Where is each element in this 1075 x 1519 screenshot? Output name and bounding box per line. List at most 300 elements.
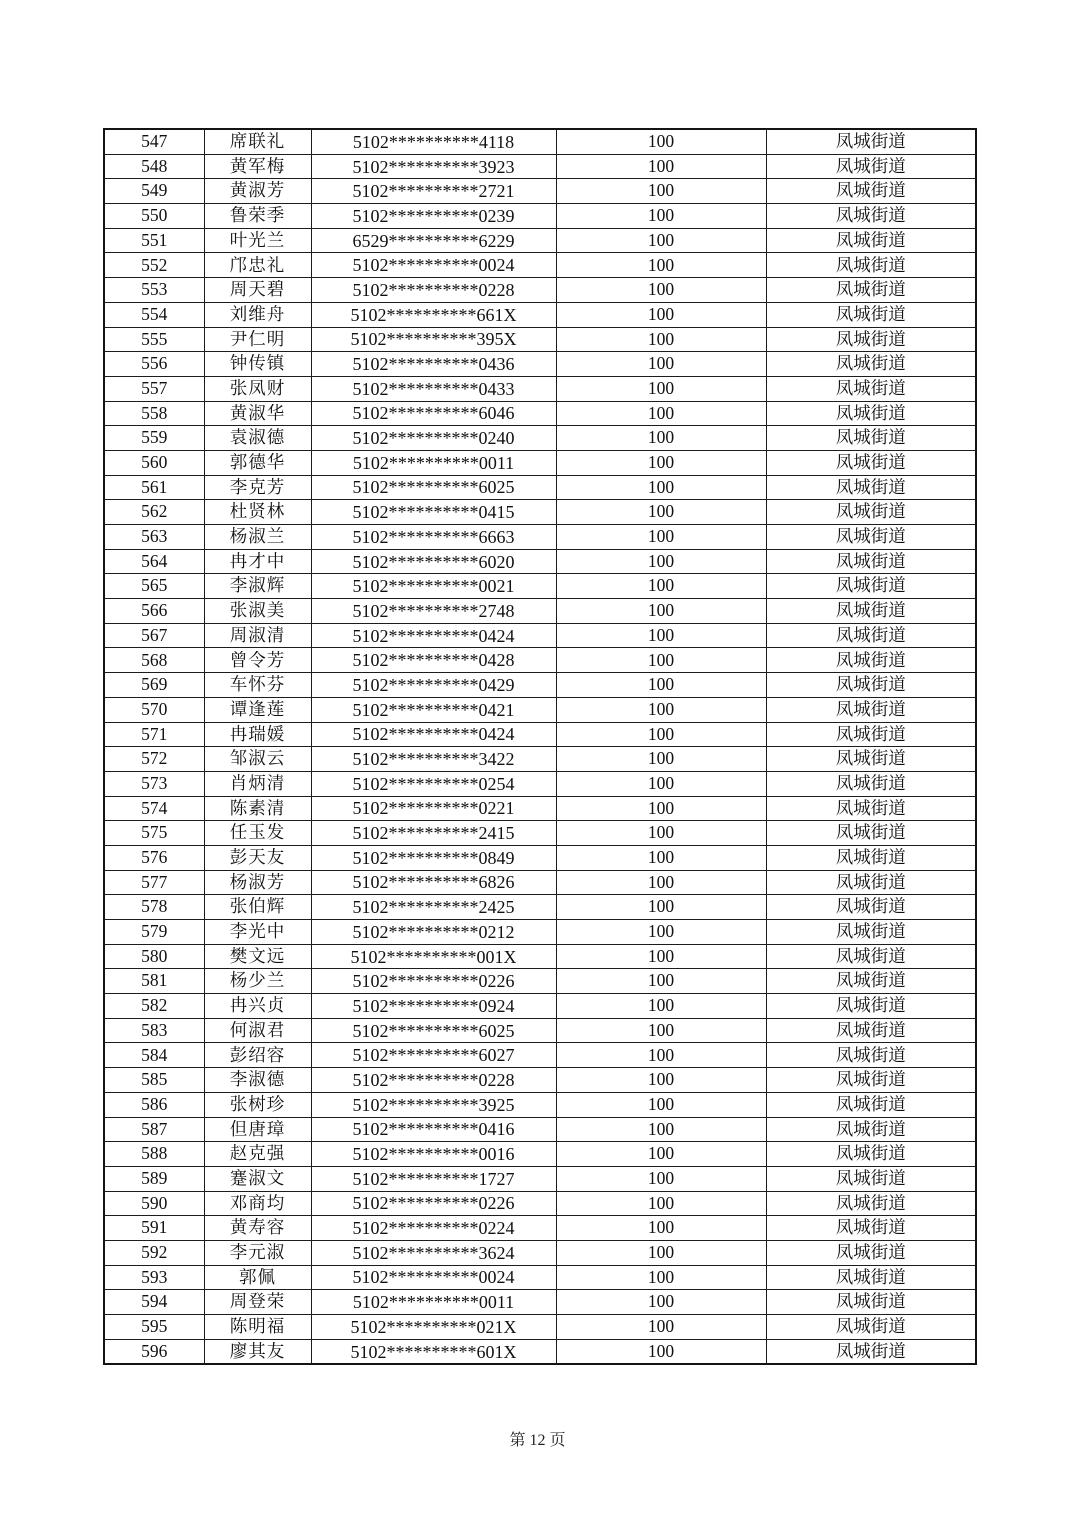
cell-id-number: 5102**********3624	[311, 1240, 556, 1265]
cell-district: 凤城街道	[766, 796, 976, 821]
table-row	[104, 376, 976, 401]
cell-serial: 571	[104, 722, 204, 747]
cell-amount: 100	[556, 870, 766, 895]
cell-district: 凤城街道	[766, 771, 976, 796]
cell-name: 冉瑞媛	[204, 722, 311, 747]
cell-district: 凤城街道	[766, 278, 976, 303]
cell-name: 袁淑德	[204, 426, 311, 451]
table-row	[104, 796, 976, 821]
cell-name: 张树珍	[204, 1092, 311, 1117]
cell-serial: 559	[104, 426, 204, 451]
cell-district: 凤城街道	[766, 1191, 976, 1216]
cell-name: 杨淑芳	[204, 870, 311, 895]
cell-amount: 100	[556, 253, 766, 278]
cell-amount: 100	[556, 599, 766, 624]
cell-amount: 100	[556, 1290, 766, 1315]
cell-district: 凤城街道	[766, 994, 976, 1019]
cell-name: 周天碧	[204, 278, 311, 303]
table-row	[104, 302, 976, 327]
table-row	[104, 920, 976, 945]
table-row	[104, 648, 976, 673]
cell-serial: 547	[104, 129, 204, 154]
cell-serial: 554	[104, 302, 204, 327]
cell-id-number: 5102**********6025	[311, 475, 556, 500]
cell-name: 杨淑兰	[204, 525, 311, 550]
table-row	[104, 253, 976, 278]
cell-name: 彭绍容	[204, 1043, 311, 1068]
cell-serial: 550	[104, 204, 204, 229]
cell-district: 凤城街道	[766, 1240, 976, 1265]
cell-amount: 100	[556, 944, 766, 969]
cell-serial: 570	[104, 697, 204, 722]
cell-id-number: 5102**********0924	[311, 994, 556, 1019]
cell-serial: 552	[104, 253, 204, 278]
cell-amount: 100	[556, 1315, 766, 1340]
cell-district: 凤城街道	[766, 648, 976, 673]
cell-serial: 560	[104, 450, 204, 475]
cell-name: 李元淑	[204, 1240, 311, 1265]
cell-serial: 596	[104, 1339, 204, 1364]
cell-district: 凤城街道	[766, 969, 976, 994]
cell-amount: 100	[556, 845, 766, 870]
cell-id-number: 5102**********0226	[311, 969, 556, 994]
cell-district: 凤城街道	[766, 944, 976, 969]
cell-district: 凤城街道	[766, 525, 976, 550]
cell-id-number: 5102**********395X	[311, 327, 556, 352]
cell-serial: 578	[104, 895, 204, 920]
cell-district: 凤城街道	[766, 1265, 976, 1290]
cell-amount: 100	[556, 525, 766, 550]
cell-id-number: 5102**********6046	[311, 401, 556, 426]
table-row	[104, 525, 976, 550]
cell-id-number: 6529**********6229	[311, 228, 556, 253]
table-row	[104, 549, 976, 574]
table-row	[104, 747, 976, 772]
cell-id-number: 5102**********021X	[311, 1315, 556, 1340]
cell-district: 凤城街道	[766, 722, 976, 747]
table-row	[104, 1240, 976, 1265]
cell-serial: 557	[104, 376, 204, 401]
cell-serial: 553	[104, 278, 204, 303]
cell-id-number: 5102**********4118	[311, 129, 556, 154]
cell-amount: 100	[556, 1240, 766, 1265]
cell-serial: 582	[104, 994, 204, 1019]
cell-name: 邓商均	[204, 1191, 311, 1216]
cell-district: 凤城街道	[766, 204, 976, 229]
table-row	[104, 1142, 976, 1167]
cell-district: 凤城街道	[766, 154, 976, 179]
table-row	[104, 352, 976, 377]
table-row	[104, 969, 976, 994]
cell-serial: 579	[104, 920, 204, 945]
cell-amount: 100	[556, 1142, 766, 1167]
cell-id-number: 5102**********3925	[311, 1092, 556, 1117]
cell-amount: 100	[556, 500, 766, 525]
cell-id-number: 5102**********0424	[311, 623, 556, 648]
cell-name: 冉才中	[204, 549, 311, 574]
table-row	[104, 228, 976, 253]
cell-serial: 549	[104, 179, 204, 204]
table-row	[104, 1092, 976, 1117]
cell-id-number: 5102**********6020	[311, 549, 556, 574]
table-row	[104, 1216, 976, 1241]
cell-name: 蹇淑文	[204, 1166, 311, 1191]
cell-amount: 100	[556, 352, 766, 377]
cell-amount: 100	[556, 278, 766, 303]
cell-name: 尹仁明	[204, 327, 311, 352]
cell-amount: 100	[556, 401, 766, 426]
cell-amount: 100	[556, 574, 766, 599]
cell-serial: 574	[104, 796, 204, 821]
table-row	[104, 1166, 976, 1191]
cell-district: 凤城街道	[766, 1339, 976, 1364]
cell-amount: 100	[556, 1265, 766, 1290]
cell-name: 郭佩	[204, 1265, 311, 1290]
cell-id-number: 5102**********0254	[311, 771, 556, 796]
cell-district: 凤城街道	[766, 920, 976, 945]
cell-serial: 577	[104, 870, 204, 895]
cell-name: 樊文远	[204, 944, 311, 969]
table-row	[104, 697, 976, 722]
cell-district: 凤城街道	[766, 1092, 976, 1117]
cell-name: 陈明福	[204, 1315, 311, 1340]
cell-amount: 100	[556, 1339, 766, 1364]
cell-serial: 584	[104, 1043, 204, 1068]
cell-district: 凤城街道	[766, 426, 976, 451]
cell-district: 凤城街道	[766, 845, 976, 870]
table-row	[104, 994, 976, 1019]
cell-serial: 555	[104, 327, 204, 352]
cell-name: 叶光兰	[204, 228, 311, 253]
table-row	[104, 1068, 976, 1093]
table-row	[104, 1290, 976, 1315]
roster-table-body	[104, 129, 976, 1364]
cell-district: 凤城街道	[766, 1043, 976, 1068]
cell-name: 李淑辉	[204, 574, 311, 599]
cell-amount: 100	[556, 1191, 766, 1216]
cell-district: 凤城街道	[766, 747, 976, 772]
cell-name: 黄淑华	[204, 401, 311, 426]
cell-id-number: 5102**********6025	[311, 1018, 556, 1043]
table-row	[104, 599, 976, 624]
cell-id-number: 5102**********0415	[311, 500, 556, 525]
cell-serial: 591	[104, 1216, 204, 1241]
cell-name: 曾令芳	[204, 648, 311, 673]
table-row	[104, 895, 976, 920]
cell-serial: 569	[104, 673, 204, 698]
cell-serial: 556	[104, 352, 204, 377]
cell-district: 凤城街道	[766, 895, 976, 920]
cell-amount: 100	[556, 1068, 766, 1093]
cell-serial: 580	[104, 944, 204, 969]
cell-name: 张凤财	[204, 376, 311, 401]
cell-id-number: 5102**********0429	[311, 673, 556, 698]
cell-amount: 100	[556, 327, 766, 352]
cell-name: 席联礼	[204, 129, 311, 154]
cell-id-number: 5102**********0433	[311, 376, 556, 401]
table-row	[104, 771, 976, 796]
cell-district: 凤城街道	[766, 1142, 976, 1167]
cell-id-number: 5102**********0224	[311, 1216, 556, 1241]
cell-amount: 100	[556, 796, 766, 821]
cell-name: 李淑德	[204, 1068, 311, 1093]
table-row	[104, 1117, 976, 1142]
cell-serial: 558	[104, 401, 204, 426]
cell-name: 何淑君	[204, 1018, 311, 1043]
cell-serial: 562	[104, 500, 204, 525]
cell-serial: 565	[104, 574, 204, 599]
cell-amount: 100	[556, 1166, 766, 1191]
cell-amount: 100	[556, 475, 766, 500]
table-row	[104, 475, 976, 500]
cell-serial: 587	[104, 1117, 204, 1142]
cell-name: 赵克强	[204, 1142, 311, 1167]
cell-id-number: 5102**********001X	[311, 944, 556, 969]
cell-amount: 100	[556, 623, 766, 648]
table-row	[104, 1043, 976, 1068]
cell-name: 李光中	[204, 920, 311, 945]
cell-amount: 100	[556, 697, 766, 722]
cell-id-number: 5102**********6826	[311, 870, 556, 895]
cell-amount: 100	[556, 549, 766, 574]
cell-district: 凤城街道	[766, 1166, 976, 1191]
table-row	[104, 154, 976, 179]
cell-district: 凤城街道	[766, 500, 976, 525]
cell-name: 张伯辉	[204, 895, 311, 920]
cell-id-number: 5102**********0228	[311, 1068, 556, 1093]
cell-district: 凤城街道	[766, 352, 976, 377]
table-row	[104, 1018, 976, 1043]
cell-id-number: 5102**********2415	[311, 821, 556, 846]
cell-serial: 576	[104, 845, 204, 870]
cell-serial: 592	[104, 1240, 204, 1265]
cell-name: 黄寿容	[204, 1216, 311, 1241]
cell-serial: 585	[104, 1068, 204, 1093]
cell-serial: 593	[104, 1265, 204, 1290]
cell-name: 周登荣	[204, 1290, 311, 1315]
cell-name: 张淑美	[204, 599, 311, 624]
cell-id-number: 5102**********2721	[311, 179, 556, 204]
cell-id-number: 5102**********6663	[311, 525, 556, 550]
cell-name: 周淑清	[204, 623, 311, 648]
cell-id-number: 5102**********0011	[311, 1290, 556, 1315]
cell-id-number: 5102**********3422	[311, 747, 556, 772]
cell-district: 凤城街道	[766, 673, 976, 698]
cell-serial: 575	[104, 821, 204, 846]
cell-district: 凤城街道	[766, 450, 976, 475]
table-row	[104, 204, 976, 229]
cell-id-number: 5102**********0024	[311, 1265, 556, 1290]
table-row	[104, 722, 976, 747]
cell-amount: 100	[556, 1216, 766, 1241]
cell-serial: 588	[104, 1142, 204, 1167]
cell-district: 凤城街道	[766, 623, 976, 648]
cell-amount: 100	[556, 895, 766, 920]
cell-serial: 563	[104, 525, 204, 550]
cell-amount: 100	[556, 920, 766, 945]
cell-amount: 100	[556, 179, 766, 204]
cell-name: 任玉发	[204, 821, 311, 846]
cell-district: 凤城街道	[766, 1216, 976, 1241]
cell-name: 黄军梅	[204, 154, 311, 179]
cell-district: 凤城街道	[766, 1315, 976, 1340]
cell-amount: 100	[556, 747, 766, 772]
cell-amount: 100	[556, 1043, 766, 1068]
cell-name: 鲁荣季	[204, 204, 311, 229]
cell-name: 李克芳	[204, 475, 311, 500]
cell-serial: 566	[104, 599, 204, 624]
cell-id-number: 5102**********661X	[311, 302, 556, 327]
cell-id-number: 5102**********0226	[311, 1191, 556, 1216]
cell-name: 但唐璋	[204, 1117, 311, 1142]
table-row	[104, 426, 976, 451]
cell-name: 车怀芬	[204, 673, 311, 698]
cell-serial: 568	[104, 648, 204, 673]
cell-id-number: 5102**********0228	[311, 278, 556, 303]
cell-serial: 564	[104, 549, 204, 574]
cell-district: 凤城街道	[766, 697, 976, 722]
cell-name: 陈素清	[204, 796, 311, 821]
cell-amount: 100	[556, 722, 766, 747]
cell-name: 郭德华	[204, 450, 311, 475]
table-row	[104, 500, 976, 525]
cell-id-number: 5102**********1727	[311, 1166, 556, 1191]
cell-amount: 100	[556, 1018, 766, 1043]
cell-district: 凤城街道	[766, 302, 976, 327]
cell-name: 彭天友	[204, 845, 311, 870]
cell-name: 冉兴贞	[204, 994, 311, 1019]
cell-name: 黄淑芳	[204, 179, 311, 204]
cell-serial: 581	[104, 969, 204, 994]
cell-id-number: 5102**********3923	[311, 154, 556, 179]
table-row	[104, 278, 976, 303]
cell-name: 廖其友	[204, 1339, 311, 1364]
table-row	[104, 1191, 976, 1216]
cell-amount: 100	[556, 994, 766, 1019]
cell-name: 刘维舟	[204, 302, 311, 327]
cell-serial: 595	[104, 1315, 204, 1340]
cell-amount: 100	[556, 129, 766, 154]
cell-serial: 551	[104, 228, 204, 253]
cell-district: 凤城街道	[766, 821, 976, 846]
cell-district: 凤城街道	[766, 1290, 976, 1315]
cell-amount: 100	[556, 302, 766, 327]
cell-id-number: 5102**********0428	[311, 648, 556, 673]
cell-name: 邝忠礼	[204, 253, 311, 278]
cell-id-number: 5102**********0011	[311, 450, 556, 475]
cell-id-number: 5102**********6027	[311, 1043, 556, 1068]
cell-amount: 100	[556, 969, 766, 994]
cell-id-number: 5102**********0239	[311, 204, 556, 229]
cell-id-number: 5102**********0021	[311, 574, 556, 599]
table-row	[104, 944, 976, 969]
cell-serial: 586	[104, 1092, 204, 1117]
cell-district: 凤城街道	[766, 376, 976, 401]
cell-name: 邹淑云	[204, 747, 311, 772]
cell-district: 凤城街道	[766, 1018, 976, 1043]
cell-name: 钟传镇	[204, 352, 311, 377]
cell-serial: 573	[104, 771, 204, 796]
table-row	[104, 1315, 976, 1340]
cell-id-number: 5102**********0436	[311, 352, 556, 377]
cell-name: 杨少兰	[204, 969, 311, 994]
table-row	[104, 129, 976, 154]
cell-id-number: 5102**********0424	[311, 722, 556, 747]
cell-serial: 561	[104, 475, 204, 500]
cell-amount: 100	[556, 648, 766, 673]
table-row	[104, 623, 976, 648]
cell-amount: 100	[556, 771, 766, 796]
cell-name: 肖炳清	[204, 771, 311, 796]
cell-district: 凤城街道	[766, 401, 976, 426]
cell-serial: 594	[104, 1290, 204, 1315]
cell-serial: 583	[104, 1018, 204, 1043]
table-row	[104, 179, 976, 204]
table-row	[104, 870, 976, 895]
cell-id-number: 5102**********2748	[311, 599, 556, 624]
table-row	[104, 1265, 976, 1290]
cell-district: 凤城街道	[766, 574, 976, 599]
cell-district: 凤城街道	[766, 870, 976, 895]
cell-id-number: 5102**********2425	[311, 895, 556, 920]
cell-id-number: 5102**********0849	[311, 845, 556, 870]
cell-serial: 589	[104, 1166, 204, 1191]
cell-district: 凤城街道	[766, 327, 976, 352]
roster-table	[103, 128, 977, 1365]
cell-id-number: 5102**********0016	[311, 1142, 556, 1167]
table-row	[104, 1339, 976, 1364]
cell-id-number: 5102**********0212	[311, 920, 556, 945]
cell-id-number: 5102**********0221	[311, 796, 556, 821]
table-row	[104, 845, 976, 870]
cell-amount: 100	[556, 673, 766, 698]
cell-id-number: 5102**********601X	[311, 1339, 556, 1364]
cell-name: 杜贤林	[204, 500, 311, 525]
cell-district: 凤城街道	[766, 228, 976, 253]
cell-district: 凤城街道	[766, 129, 976, 154]
cell-amount: 100	[556, 1117, 766, 1142]
cell-serial: 548	[104, 154, 204, 179]
cell-serial: 572	[104, 747, 204, 772]
cell-district: 凤城街道	[766, 549, 976, 574]
cell-name: 谭逢莲	[204, 697, 311, 722]
cell-id-number: 5102**********0421	[311, 697, 556, 722]
cell-serial: 567	[104, 623, 204, 648]
table-row	[104, 401, 976, 426]
table-row	[104, 450, 976, 475]
cell-district: 凤城街道	[766, 599, 976, 624]
cell-amount: 100	[556, 821, 766, 846]
cell-amount: 100	[556, 1092, 766, 1117]
cell-id-number: 5102**********0240	[311, 426, 556, 451]
cell-amount: 100	[556, 154, 766, 179]
cell-amount: 100	[556, 426, 766, 451]
cell-district: 凤城街道	[766, 1068, 976, 1093]
cell-id-number: 5102**********0024	[311, 253, 556, 278]
table-row	[104, 327, 976, 352]
cell-district: 凤城街道	[766, 179, 976, 204]
cell-amount: 100	[556, 376, 766, 401]
page-number-label: 第 12 页	[509, 1432, 566, 1449]
cell-id-number: 5102**********0416	[311, 1117, 556, 1142]
cell-district: 凤城街道	[766, 475, 976, 500]
table-row	[104, 574, 976, 599]
cell-amount: 100	[556, 228, 766, 253]
cell-district: 凤城街道	[766, 253, 976, 278]
table-row	[104, 821, 976, 846]
cell-district: 凤城街道	[766, 1117, 976, 1142]
cell-amount: 100	[556, 450, 766, 475]
